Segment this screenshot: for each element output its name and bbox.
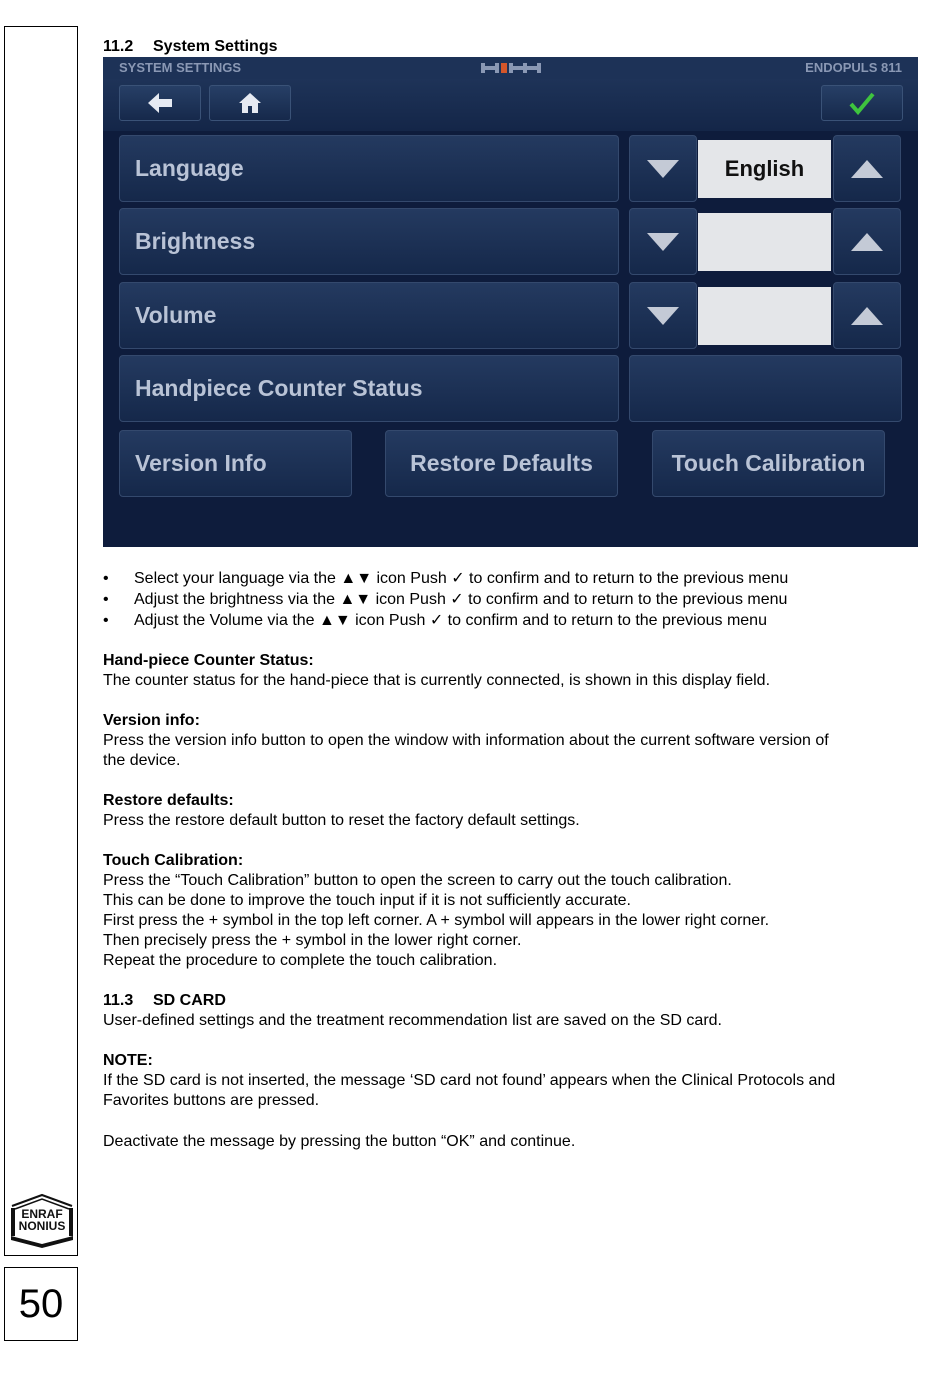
touch-calibration-heading: Touch Calibration: xyxy=(103,852,244,869)
brightness-value xyxy=(698,213,831,271)
volume-down-button[interactable] xyxy=(629,282,697,349)
section-title: System Settings xyxy=(153,38,278,55)
language-value: English xyxy=(698,140,831,198)
up-triangle-icon xyxy=(851,233,883,251)
up-triangle-icon xyxy=(851,160,883,178)
sd-card-title: SD CARD xyxy=(153,992,226,1009)
paragraph-line: Press the restore default button to reset the factory default settings. xyxy=(103,812,580,829)
sd-card-number: 11.3 xyxy=(103,992,134,1009)
paragraph-line: Press the version info button to open the window with information about the current software version of xyxy=(103,732,829,749)
checkmark-icon xyxy=(849,91,875,115)
volume-label: Volume xyxy=(135,302,217,328)
paragraph-line: Press the “Touch Calibration” button to open the screen to carry out the touch calibration. xyxy=(103,872,732,889)
handpiece-counter-button[interactable] xyxy=(119,355,619,422)
brand-logo-icon xyxy=(481,63,541,73)
section-heading xyxy=(103,38,277,56)
version-info-button[interactable] xyxy=(119,430,352,497)
list-item: • Adjust the brightness via the ▲▼ icon Push ✓ to confirm and to return to the previous menu xyxy=(103,589,788,610)
paragraph-line: Then precisely press the + symbol in the lower right corner. xyxy=(103,932,522,949)
list-item: • Select your language via the ▲▼ icon Push ✓ to confirm and to return to the previous menu xyxy=(103,568,788,589)
brightness-up-button[interactable] xyxy=(833,208,901,275)
enraf-nonius-logo xyxy=(8,1192,76,1248)
instruction-list xyxy=(103,568,788,631)
back-arrow-icon xyxy=(147,92,173,114)
list-item: • Adjust the Volume via the ▲▼ icon Push ✓ to confirm and to return to the previous menu xyxy=(103,610,788,631)
touch-calibration-button[interactable] xyxy=(652,430,885,497)
brightness-down-button[interactable] xyxy=(629,208,697,275)
device-model: ENDOPULS 811 xyxy=(805,60,902,75)
paragraph-line: This can be done to improve the touch input if it is not sufficiently accurate. xyxy=(103,892,631,909)
version-info-label: Version Info xyxy=(135,450,267,476)
logo-text-nonius: NONIUS xyxy=(18,1219,66,1233)
paragraph-line: First press the + symbol in the top left corner. A + symbol will appears in the lower right corner. xyxy=(103,912,770,929)
home-button[interactable] xyxy=(209,85,291,121)
back-button[interactable] xyxy=(119,85,201,121)
restore-defaults-label: Restore Defaults xyxy=(410,450,593,476)
sd-card-section xyxy=(103,991,913,1031)
up-triangle-icon xyxy=(851,307,883,325)
version-info-heading: Version info: xyxy=(103,712,200,729)
down-triangle-icon xyxy=(647,307,679,325)
system-settings-screen xyxy=(103,57,918,547)
handpiece-counter-label: Handpiece Counter Status xyxy=(135,375,423,401)
paragraph-line: Favorites buttons are pressed. xyxy=(103,1092,320,1109)
language-up-button[interactable] xyxy=(833,135,901,202)
touch-calibration-section xyxy=(103,851,913,971)
down-triangle-icon xyxy=(647,160,679,178)
screen-toolbar xyxy=(103,79,918,131)
restore-defaults-button[interactable] xyxy=(385,430,618,497)
volume-value xyxy=(698,287,831,345)
note-section xyxy=(103,1051,913,1111)
language-down-button[interactable] xyxy=(629,135,697,202)
language-button[interactable] xyxy=(119,135,619,202)
paragraph-line: User-defined settings and the treatment recommendation list are saved on the SD card. xyxy=(103,1012,722,1029)
volume-button[interactable] xyxy=(119,282,619,349)
language-label: Language xyxy=(135,155,244,181)
page-number: 50 xyxy=(4,1267,78,1341)
screen-title-bar xyxy=(103,57,918,79)
down-triangle-icon xyxy=(647,233,679,251)
side-margin-box xyxy=(4,26,78,1256)
sd-card-heading xyxy=(103,991,913,1011)
paragraph-line: If the SD card is not inserted, the message ‘SD card not found’ appears when the Clinical Protocols and xyxy=(103,1072,836,1089)
deactivate-paragraph: Deactivate the message by pressing the button “OK” and continue. xyxy=(103,1133,576,1150)
version-info-section xyxy=(103,711,913,771)
confirm-button[interactable] xyxy=(821,85,903,121)
paragraph-line: Repeat the procedure to complete the touch calibration. xyxy=(103,952,498,969)
brightness-button[interactable] xyxy=(119,208,619,275)
counter-status-heading: Hand-piece Counter Status: xyxy=(103,652,314,669)
home-icon xyxy=(238,92,262,114)
paragraph-line: The counter status for the hand-piece that is currently connected, is shown in this display field. xyxy=(103,672,771,689)
brightness-label: Brightness xyxy=(135,228,256,254)
counter-status-section xyxy=(103,651,913,691)
screen-title: SYSTEM SETTINGS xyxy=(119,60,242,75)
volume-up-button[interactable] xyxy=(833,282,901,349)
touch-calibration-label: Touch Calibration xyxy=(671,450,866,476)
section-number: 11.2 xyxy=(103,38,134,55)
logo-text-enraf: ENRAF xyxy=(21,1207,63,1221)
restore-defaults-heading: Restore defaults: xyxy=(103,792,234,809)
paragraph-line: the device. xyxy=(103,752,181,769)
handpiece-counter-display xyxy=(629,355,902,422)
restore-defaults-section xyxy=(103,791,913,831)
note-heading: NOTE: xyxy=(103,1052,153,1069)
